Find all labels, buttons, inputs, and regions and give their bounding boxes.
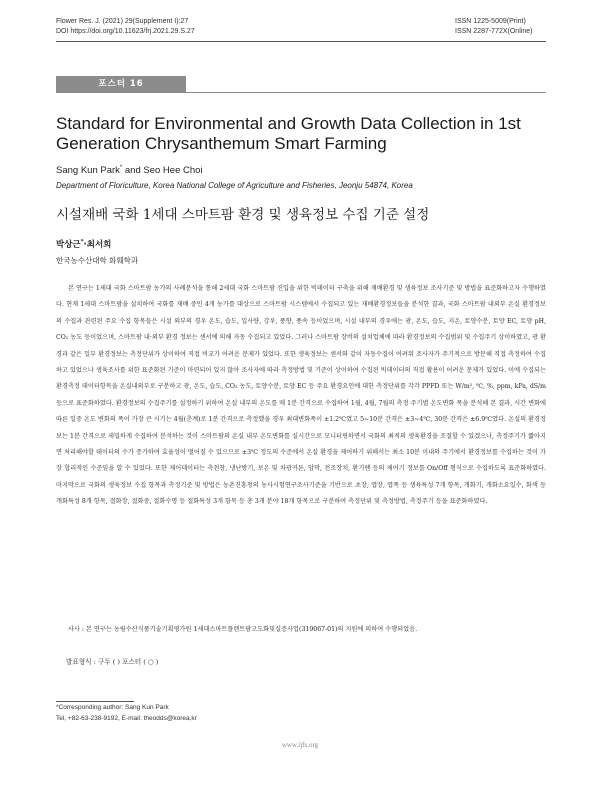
authors-ko [56, 238, 111, 250]
abstract-body: 본 연구는 1세대 국화 스마트팜 농가의 사례분석을 통해 2세대 국화 스마트팜 진입을 위한 빅데이터 구축을 위해 재배환경 및 생육정보 조사기준 및 방법을 표준화하고자 수행하였다. 현재 1세대 스마트팜을 설치하여 국화를 재배 중인 4개 농가를 대상으로 스마트팜 시스템에서 수집되고 있는 재배환경정보들을 분석한 결과, 국화 스마트팜 내외부 온실 환경정보의 수집과 관련된 주요 수집 항목들은 시설 외부의 경우 온도, 습도, 일사량, 강우, 풍향, 풍속 등이었으며, 시설 내부의 경우에는 광, 온도, 습도, 지온, 토양수분, 토양 EC, 토양 pH, CO₂ 농도 등이었으며, 스마트팜 내·외부 환경 정보는 센서에 의해 자동 수집되고 있었다. 그러나 스마트팜 장비의 설치업체에 따라 환경정보의 수집범위 및 수집주기 상이하였고, 광 환경과 같은 일부 환경정보는 측정단위가 상이하여 직접 비교가 어려운 문제가 있었다. 또한 생육정보는 센서와 같이 자동수집이 어려워 조사자가 주기적으로 방문해 직접 측정하여 수집하고 있었으나 생육조사를 위한 표준화된 기준이 마련되어 있지 않아 조사자에 따라 측정방법 및 기준이 상이하여 수집된 빅데이터의 직접 활용이 어려운 문제가 있었다. 이에 수집되는 환경측정 데이터항목을 온실내외부로 구분하고 광, 온도, 습도, CO₂ 농도, 토양수분, 토양 EC 등 주요 환경요인에 대한 측정단위를 각각 PPFD 또는 W/m², ℃, %, ppm, kPa, dS/m 등으로 표준화하였다. 환경정보의 수집주기를 설정하기 위하여 온실 내부의 온도를 매 1분 간격으로 수집하여 1월, 4월, 7월의 측정 주기별 온도변화 폭을 분석해 본 결과, 시간 변화에 따른 일중 온도 변화의 폭이 가장 큰 시기는 4월(춘계)로 1분 간격으로 측정했을 경우 최대변화폭이 ±1.2℃였고 5~10분 간격은 ±3~4℃, 30분 간격은 ±6.9℃였다. 온실의 환경정보는 1분 간격으로 세밀하게 수집하여 분석하는 것이 스마트팜의 온실 내부 온도변화를 실시간으로 모니터링하면서 국화의 최적의 생육환경을 조절할 수 있겠으나, 측정주기가 짧아지면 처리해야할 데이터의 수가 증가하여 효율성이 떨어질 수 있으므로 ±3℃ 정도의 수준에서 온실 환경을 제어하기 위해서는 최소 10분 이내의 주기에서 환경정보를 수집하는 것이 가장 합리적인 수준임을 알 수 있었다. 또한 제어데이터는 측천창, 냉난방기, 보온 및 차광커튼, 암막, 전조장치, 환기팬 등의 제어기 정보를 On/Off 형식으로 수집하도록 표준화하였다. 마지막으로 국화의 생육정보 수집 항목과 측정기준 및 방법은 농촌진흥청의 농사시험연구조사기준을 기반으로 초장, 엽장, 엽폭 등 생육특성 7개 항목, 개화기, 개화소요일수, 화색 등 개화특성 8개 항목, 절화장, 절화중, 절화수명 등 절화특성 3개 항목 등 총 3개 분야 18개 항목으로 구분하여 측정단위 및 측정방법, 측정주기 등을 표준화하였다. [56, 285, 546, 506]
corresponding-mark: * [119, 165, 123, 171]
issn-print: ISSN 1225-5009(Print) [455, 18, 526, 25]
author-name-rest: and Seo Hee Choi [122, 165, 203, 177]
affiliation-ko: 한국농수산대학 화훼학과 [56, 256, 139, 265]
affiliation-en: Department of Floriculture, Korea National College of Agriculture and Fisheries, Jeonju 54874, Korea [56, 181, 413, 190]
authors-en [56, 165, 203, 176]
footer-url[interactable]: www.ijfs.org [281, 741, 319, 749]
corresponding-author: *Corresponding author: Sang Kun Park [56, 704, 169, 711]
corresponding-mark-ko: * [80, 239, 84, 246]
author-ko-1: 박상근 [56, 240, 81, 250]
badge-divider [56, 92, 546, 93]
journal-header-left [56, 17, 195, 37]
presentation-format: 발표형식 : 구두 ( ) 포스터 ( ○ ) [66, 658, 159, 666]
author-ko-rest: ·최서희 [83, 240, 112, 250]
poster-badge: 포스터 16 [56, 76, 186, 92]
issn-online: ISSN 2287-772X(Online) [455, 28, 533, 35]
paper-title-ko: 시설재배 국화 1세대 스마트팜 환경 및 생육정보 수집 기준 설정 [56, 207, 430, 223]
journal-header-right [455, 17, 532, 37]
acknowledgment: 사사 : 본 연구는 농림수산식품기술기획평가원 1세대스마트플랜트팜고도화및실증사업(319067-01)의 지원에 의하여 수행되었음. [68, 626, 418, 633]
journal-citation: Flower Res. J. (2021) 29(Supplement I):27 [56, 18, 189, 25]
paper-title-en: Standard for Environmental and Growth Data Collection in 1st Generation Chrysanthemum Smart Farming [56, 114, 521, 153]
author-contact: Tel, +82-63-238-9192, E-mail: theodds@korea,kr [56, 715, 197, 722]
header-divider [56, 41, 546, 42]
footnote-divider [56, 701, 134, 702]
author-name-1: Sang Kun Park [56, 165, 120, 177]
doi-link[interactable]: DOI https://doi.org/10.11623/frj.2021.29.S.27 [56, 28, 195, 35]
